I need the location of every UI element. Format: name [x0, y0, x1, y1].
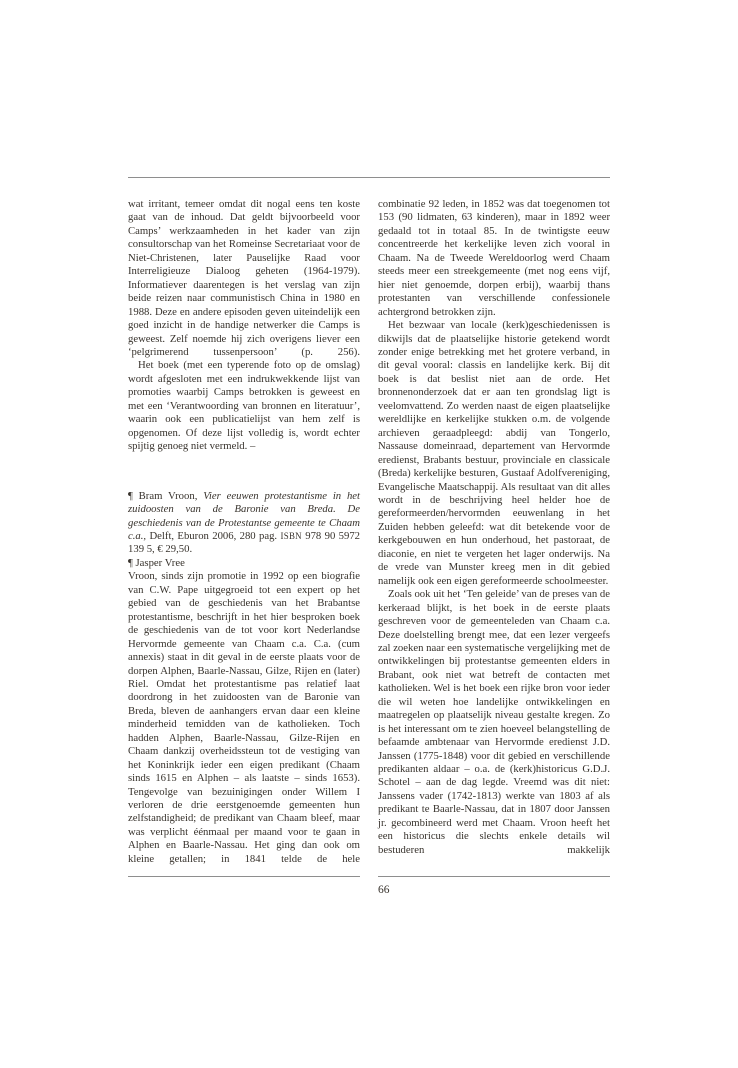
citation-book-title: Vier eeuwen protestantisme in het zuidoosten van de Baronie van Breda. De geschiedenis van de Protestantse gemeente te Chaam c.a., [128, 489, 361, 542]
right-column [378, 198, 610, 866]
citation-imprint-after-isbn: 978 90 5972 139 5, € 29,50. [128, 529, 360, 556]
page-number: 66 [378, 884, 390, 896]
review-paragraph-vroon: Vroon, sinds zijn promotie in 1992 op een biografie van C.W. Pape uitgegroeid tot een expert op het gebied van de geschiedenis van het Brabantse protestantisme, beschrijft in het hier besproken boek de geschiedenis van de tot voor kort Nederlandse Hervormde gemeente van Chaam c.a. C.a. (cum annexis) staat in dit geval in de eerste plaats voor de dorpen Alphen, Baarle-Nassau, Gilze, Rijen en (later) Riel. Omdat het protestantisme pas relatief laat doordrong in het zuidoosten van de Baronie van Breda, bleven de aanhangers ervan daar een kleine minderheid temidden van de katholieken. Toch hadden Alphen, Baarle-Nassau, Gilze-Rijen en Chaam dankzij overheidssteun tot de vestiging van het Koninkrijk ieder een eigen predikant (Chaam sinds 1615 en Alphen – als laatste – sinds 1653). Tengevolge van bezuinigingen onder Willem I verloren de drie eerstgenoemde gemeenten hun zelfstandigheid; de predikant van Chaam bleef, maar was verplicht éénmaal per maand voor te gaan in Alphen en Baarle-Nassau. Het ging dan ook om kleine getallen; in 1841 telde de hele [128, 570, 360, 865]
left-column [128, 198, 360, 866]
review-paragraph-zoals: Zoals ook uit het ‘Ten geleide’ van de preses van de kerkeraad blijkt, is het boek in de eerste plaats geschreven voor de gemeenteleden van Chaam c.a. Deze doelstelling brengt mee, dat een lezer vergeefs zal zoeken naar een systematische vergelijking met de ontwikkelingen bij protestantse gemeenten elders in Brabant, ook niet wat betreft de contacten met katholieken. Wel is het boek een rijke bron voor ieder die wil weten hoe landelijke ontwikkelingen en maatregelen op plaatselijk niveau gestalte kregen. Zo is het interessant om te zien hoeveel belangstelling de befaamde ambtenaar van Hervormde eredienst J.D. Janssen (1775-1848) voor dit gebied en verschillende predikanten aldaar – o.a. de (kerk)historicus G.D.J. Schotel – aan de dag legde. Vreemd was dit niet: Janssens vader (1742-1813) werkte van 1803 af als predikant te Baarle-Nassau, dat in 1807 door Janssen jr. gecombineerd werd met Chaam. Vroon heeft het een historicus die slechts enkele details wil bestuderen makkelijk [378, 588, 610, 856]
footer-rule-left [128, 876, 360, 877]
review-paragraph-bezwaar: Het bezwaar van locale (kerk)geschiedenissen is dikwijls dat de plaatselijke historie getekend wordt zonder enige betrekking met het grotere verband, in dit geval vooral: classis en landelijke kerk. Bij dit boek is dat beslist niet aan de orde. Het bronnenonderzoek dat er aan ten grondslag ligt is veelomvattend. Zo werden naast de eigen plaatselijke wereldlijke en kerkelijke stukken o.m. de volgende archieven geraadpleegd: abdij van Tongerlo, Nassause domeinraad, departement van Hervormde eredienst, Brabants bestuur, provinciale en classicale (Breda) kerkelijke besturen, Gustaaf Adolfvereniging, Evangelische Maatschappij. Als resultaat van dit alles wordt in de beschrijving heel helder hoe de gereformeerden/hervormden eeuwenlang in het Zuiden hebben geleefd: wat dit betekende voor de kerkgebouwen en hun onderhoud, het pastoraat, de diaconie, en niet te vergeten het lager onderwijs. Na de vrede van Munster kreeg men in dit gebied namelijk ook een eigen gereformeerde schoolmeester. [378, 319, 610, 587]
review-paragraph-het-boek: Het boek (met een typerende foto op de omslag) wordt afgesloten met een indrukwekkende lijst van promoties waarbij Camps betrokken is geweest en met een ‘Verantwoording van bronnen en literatuur’, waarin ook een publicatielijst van hem zelf is opgenomen. Of deze lijst volledig is, wordt echter spijtig genoeg niet vermeld. – [128, 359, 360, 453]
review-paragraph-continuation: wat irritant, temeer omdat dit nogal eens ten koste gaat van de inhoud. Dat geldt bijvoorbeeld voor Camps’ werkzaamheden in het kader van zijn consultorschap van het Romeinse Secretariaat voor de Niet-Christenen, later Pauselijke Raad voor Interreligieuze Dialoog geheten (1964-1979). Informatiever daarentegen is het verslag van zijn beide reizen naar communistisch China in 1980 en 1988. Deze en andere episoden geven uiteindelijk een goed inzicht in de handige netwerker die Camps is geweest. Zelf noemde hij zich overigens liever een ‘pelgrimerend tussenpersoon’ (p. 256). [128, 198, 360, 358]
header-rule [128, 177, 610, 178]
book-citation-block [128, 490, 360, 571]
review-paragraph-continued: combinatie 92 leden, in 1852 was dat toegenomen tot 153 (90 lidmaten, 63 kinderen), maar in 1892 weer gedaald tot in totaal 85. In de twintigste eeuw concentreerde het kerkelijke leven zich vooral in Chaam. Na de Tweede Wereldoorlog werd Chaam steeds meer een streekgemeente (met nog eens vijf, hier niet genoemde, dorpen erbij), waarbij thans protestanten van verschillende confessionele achtergrond betrokken zijn. [378, 198, 610, 318]
text-columns [128, 198, 610, 866]
citation-isbn-label: ISBN [280, 530, 302, 541]
book-citation [128, 490, 360, 557]
citation-authors: ¶ Bram Vroon, [128, 489, 204, 502]
footer-rule-right [378, 876, 610, 877]
citation-reviewer: ¶ Jasper Vree [128, 556, 185, 569]
citation-imprint-before-isbn: Delft, Eburon 2006, 280 pag. [146, 529, 281, 542]
